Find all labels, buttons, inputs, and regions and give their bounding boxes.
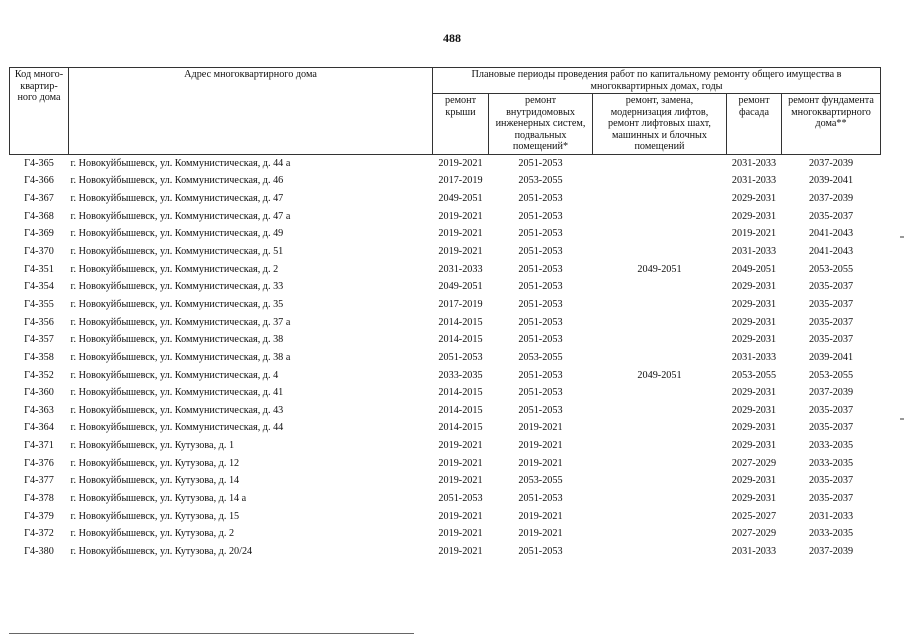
table-row: [10, 384, 881, 402]
cell-roof: 2019-2021: [438, 210, 483, 222]
cell-code: Г4-372: [24, 528, 54, 540]
cell-systems: 2051-2053: [518, 298, 563, 310]
header-periods: Плановые периоды проведения работ по капитальному ремонту общего имущества в многоквартирных домах, годы: [433, 68, 881, 94]
cell-code: Г4-370: [24, 246, 54, 258]
cell-elevators: [593, 419, 727, 437]
cell-foundation: 2039-2041: [808, 351, 854, 363]
cell-roof: 2017-2019: [438, 298, 483, 310]
cell-code: Г4-364: [24, 422, 54, 434]
cell-systems: 2053-2055: [518, 175, 563, 187]
cell-systems: 2051-2053: [518, 210, 563, 222]
cell-code: Г4-354: [24, 281, 54, 293]
cell-systems: 2019-2021: [518, 457, 563, 469]
table-row: [10, 154, 881, 172]
table-row: [10, 437, 881, 455]
cell-elevators: [593, 437, 727, 455]
cell-systems: 2051-2053: [518, 263, 563, 275]
cell-address: г. Новокуйбышевск, ул. Коммунистическая, д. 51: [70, 246, 284, 258]
cell-foundation: 2033-2035: [808, 528, 854, 540]
cell-facade: 2029-2031: [731, 475, 777, 487]
margin-mark: [900, 236, 904, 238]
table-row: [10, 207, 881, 225]
cell-roof: 2014-2015: [438, 387, 483, 399]
cell-facade: 2029-2031: [731, 193, 777, 205]
cell-code: Г4-368: [24, 210, 54, 222]
cell-address: г. Новокуйбышевск, ул. Кутузова, д. 15: [70, 510, 240, 522]
cell-roof: 2049-2051: [438, 193, 483, 205]
cell-systems: 2051-2053: [518, 316, 563, 328]
cell-code: Г4-363: [24, 404, 54, 416]
cell-systems: 2019-2021: [518, 510, 563, 522]
cell-address: г. Новокуйбышевск, ул. Коммунистическая, д. 37 а: [70, 316, 291, 328]
cell-facade: 2029-2031: [731, 440, 777, 452]
cell-code: Г4-356: [24, 316, 54, 328]
cell-elevators: [593, 401, 727, 419]
cell-elevators: [593, 190, 727, 208]
cell-foundation: 2035-2037: [808, 422, 854, 434]
table-row: [10, 260, 881, 278]
cell-elevators: [593, 543, 727, 561]
cell-address: г. Новокуйбышевск, ул. Коммунистическая, д. 47: [70, 193, 284, 205]
table-row: [10, 543, 881, 561]
margin-mark: [900, 418, 904, 420]
cell-code: Г4-358: [24, 351, 54, 363]
table-row: [10, 243, 881, 261]
header-code: Код много-квартир-ного дома: [10, 68, 69, 155]
cell-code: Г4-380: [24, 545, 54, 557]
cell-facade: 2049-2051: [731, 263, 777, 275]
cell-roof: 2019-2021: [438, 475, 483, 487]
cell-systems: 2051-2053: [518, 228, 563, 240]
cell-systems: 2051-2053: [518, 369, 563, 381]
cell-roof: 2019-2021: [438, 528, 483, 540]
cell-systems: 2051-2053: [518, 404, 563, 416]
cell-address: г. Новокуйбышевск, ул. Кутузова, д. 12: [70, 457, 240, 469]
cell-roof: 2019-2021: [438, 246, 483, 258]
header-roof: ремонт крыши: [433, 94, 489, 155]
table-row: [10, 472, 881, 490]
cell-roof: 2051-2053: [438, 492, 483, 504]
cell-foundation: 2035-2037: [808, 281, 854, 293]
cell-systems: 2051-2053: [518, 387, 563, 399]
cell-address: г. Новокуйбышевск, ул. Коммунистическая, д. 4: [70, 369, 279, 381]
cell-code: Г4-355: [24, 298, 54, 310]
cell-roof: 2019-2021: [438, 228, 483, 240]
cell-systems: 2051-2053: [518, 281, 563, 293]
cell-code: Г4-366: [24, 175, 54, 187]
cell-elevators: [593, 349, 727, 367]
cell-foundation: 2053-2055: [808, 263, 854, 275]
table-row: [10, 490, 881, 508]
cell-foundation: 2041-2043: [808, 246, 854, 258]
cell-code: Г4-378: [24, 492, 54, 504]
cell-address: г. Новокуйбышевск, ул. Коммунистическая, д. 44: [70, 422, 284, 434]
cell-roof: 2014-2015: [438, 422, 483, 434]
cell-facade: 2029-2031: [731, 298, 777, 310]
cell-address: г. Новокуйбышевск, ул. Коммунистическая, д. 33: [70, 281, 284, 293]
cell-roof: 2033-2035: [438, 369, 483, 381]
cell-facade: 2029-2031: [731, 210, 777, 222]
cell-systems: 2051-2053: [518, 492, 563, 504]
cell-elevators: [593, 313, 727, 331]
cell-systems: 2051-2053: [518, 157, 563, 169]
cell-code: Г4-377: [24, 475, 54, 487]
cell-roof: 2019-2021: [438, 440, 483, 452]
cell-elevators: [593, 296, 727, 314]
cell-foundation: 2033-2035: [808, 457, 854, 469]
cell-facade: 2029-2031: [731, 404, 777, 416]
cell-roof: 2014-2015: [438, 334, 483, 346]
cell-address: г. Новокуйбышевск, ул. Коммунистическая, д. 38: [70, 334, 284, 346]
table-row: [10, 454, 881, 472]
cell-address: г. Новокуйбышевск, ул. Коммунистическая, д. 38 а: [70, 351, 291, 363]
cell-systems: 2019-2021: [518, 422, 563, 434]
cell-address: г. Новокуйбышевск, ул. Коммунистическая, д. 46: [70, 175, 284, 187]
cell-foundation: 2041-2043: [808, 228, 854, 240]
cell-foundation: 2035-2037: [808, 475, 854, 487]
cell-elevators: [593, 331, 727, 349]
cell-roof: 2031-2033: [438, 263, 483, 275]
cell-elevators: 2049-2051: [637, 263, 682, 275]
cell-elevators: [593, 472, 727, 490]
cell-systems: 2053-2055: [518, 351, 563, 363]
table-row: [10, 190, 881, 208]
cell-code: Г4-360: [24, 387, 54, 399]
cell-code: Г4-351: [24, 263, 54, 275]
cell-address: г. Новокуйбышевск, ул. Кутузова, д. 20/24: [70, 545, 253, 557]
cell-elevators: [593, 172, 727, 190]
cell-roof: 2017-2019: [438, 175, 483, 187]
cell-elevators: [593, 207, 727, 225]
cell-facade: 2029-2031: [731, 281, 777, 293]
cell-address: г. Новокуйбышевск, ул. Кутузова, д. 2: [70, 528, 235, 540]
cell-roof: 2019-2021: [438, 545, 483, 557]
header-elevators: ремонт, замена, модернизация лифтов, ремонт лифтовых шахт, машинных и блочных помещений: [593, 94, 727, 155]
cell-systems: 2053-2055: [518, 475, 563, 487]
cell-address: г. Новокуйбышевск, ул. Коммунистическая, д. 47 а: [70, 210, 291, 222]
cell-facade: 2029-2031: [731, 387, 777, 399]
table-row: [10, 313, 881, 331]
page-number: 488: [443, 31, 461, 45]
cell-foundation: 2037-2039: [808, 387, 854, 399]
cell-roof: 2049-2051: [438, 281, 483, 293]
cell-address: г. Новокуйбышевск, ул. Коммунистическая, д. 2: [70, 263, 279, 275]
cell-address: г. Новокуйбышевск, ул. Кутузова, д. 14 а: [70, 492, 247, 504]
cell-facade: 2031-2033: [731, 175, 777, 187]
cell-elevators: [593, 490, 727, 508]
table-row: [10, 296, 881, 314]
cell-facade: 2029-2031: [731, 422, 777, 434]
table-row: [10, 172, 881, 190]
cell-systems: 2051-2053: [518, 193, 563, 205]
table-row: [10, 401, 881, 419]
cell-address: г. Новокуйбышевск, ул. Коммунистическая, д. 41: [70, 387, 284, 399]
capital-repair-schedule-table: [9, 67, 881, 560]
cell-foundation: 2035-2037: [808, 316, 854, 328]
cell-code: Г4-367: [24, 193, 54, 205]
table-row: [10, 419, 881, 437]
cell-facade: 2029-2031: [731, 334, 777, 346]
cell-foundation: 2039-2041: [808, 175, 854, 187]
cell-foundation: 2053-2055: [808, 369, 854, 381]
cell-elevators: [593, 507, 727, 525]
cell-systems: 2051-2053: [518, 246, 563, 258]
cell-foundation: 2037-2039: [808, 157, 854, 169]
cell-address: г. Новокуйбышевск, ул. Коммунистическая, д. 49: [70, 228, 284, 240]
cell-code: Г4-376: [24, 457, 54, 469]
cell-roof: 2019-2021: [438, 510, 483, 522]
cell-roof: 2019-2021: [438, 457, 483, 469]
cell-systems: 2019-2021: [518, 528, 563, 540]
cell-elevators: [593, 154, 727, 172]
cell-systems: 2051-2053: [518, 545, 563, 557]
table-body: [10, 154, 881, 560]
header-address: Адрес многоквартирного дома: [69, 68, 433, 155]
cell-code: Г4-369: [24, 228, 54, 240]
table-row: [10, 366, 881, 384]
cell-roof: 2051-2053: [438, 351, 483, 363]
header-foundation: ремонт фундамента многоквартирного дома**: [782, 94, 881, 155]
cell-facade: 2029-2031: [731, 492, 777, 504]
cell-facade: 2031-2033: [731, 351, 777, 363]
table-row: [10, 349, 881, 367]
cell-facade: 2029-2031: [731, 316, 777, 328]
cell-facade: 2019-2021: [731, 228, 777, 240]
cell-elevators: [593, 278, 727, 296]
cell-elevators: [593, 454, 727, 472]
cell-code: Г4-357: [24, 334, 54, 346]
cell-elevators: [593, 225, 727, 243]
cell-foundation: 2033-2035: [808, 440, 854, 452]
cell-address: г. Новокуйбышевск, ул. Коммунистическая, д. 35: [70, 298, 284, 310]
cell-roof: 2014-2015: [438, 404, 483, 416]
cell-facade: 2031-2033: [731, 157, 777, 169]
table-row: [10, 278, 881, 296]
cell-facade: 2031-2033: [731, 246, 777, 258]
cell-foundation: 2035-2037: [808, 298, 854, 310]
cell-foundation: 2035-2037: [808, 404, 854, 416]
cell-address: г. Новокуйбышевск, ул. Коммунистическая, д. 44 а: [70, 157, 291, 169]
cell-address: г. Новокуйбышевск, ул. Коммунистическая, д. 43: [70, 404, 284, 416]
cell-facade: 2053-2055: [731, 369, 777, 381]
cell-address: г. Новокуйбышевск, ул. Кутузова, д. 14: [70, 475, 240, 487]
cell-foundation: 2035-2037: [808, 492, 854, 504]
cell-facade: 2027-2029: [731, 528, 777, 540]
cell-roof: 2014-2015: [438, 316, 483, 328]
cell-address: г. Новокуйбышевск, ул. Кутузова, д. 1: [70, 440, 235, 452]
header-systems: ремонт внутридомовых инженерных систем, подвальных помещений*: [489, 94, 593, 155]
cell-roof: 2019-2021: [438, 157, 483, 169]
cell-foundation: 2035-2037: [808, 210, 854, 222]
table-row: [10, 507, 881, 525]
cell-systems: 2019-2021: [518, 440, 563, 452]
table-header: [10, 68, 881, 155]
cell-code: Г4-365: [24, 157, 54, 169]
header-facade: ремонт фасада: [727, 94, 782, 155]
cell-foundation: 2037-2039: [808, 193, 854, 205]
cell-elevators: 2049-2051: [637, 369, 682, 381]
cell-foundation: 2037-2039: [808, 545, 854, 557]
table-row: [10, 525, 881, 543]
cell-elevators: [593, 384, 727, 402]
cell-facade: 2031-2033: [731, 545, 777, 557]
table-row: [10, 225, 881, 243]
cell-foundation: 2031-2033: [808, 510, 854, 522]
cell-systems: 2051-2053: [518, 334, 563, 346]
cell-elevators: [593, 525, 727, 543]
cell-foundation: 2035-2037: [808, 334, 854, 346]
cell-elevators: [593, 243, 727, 261]
bottom-rule: [9, 633, 414, 634]
table-row: [10, 331, 881, 349]
cell-facade: 2025-2027: [731, 510, 777, 522]
cell-code: Г4-379: [24, 510, 54, 522]
cell-code: Г4-352: [24, 369, 54, 381]
cell-code: Г4-371: [24, 440, 54, 452]
cell-facade: 2027-2029: [731, 457, 777, 469]
